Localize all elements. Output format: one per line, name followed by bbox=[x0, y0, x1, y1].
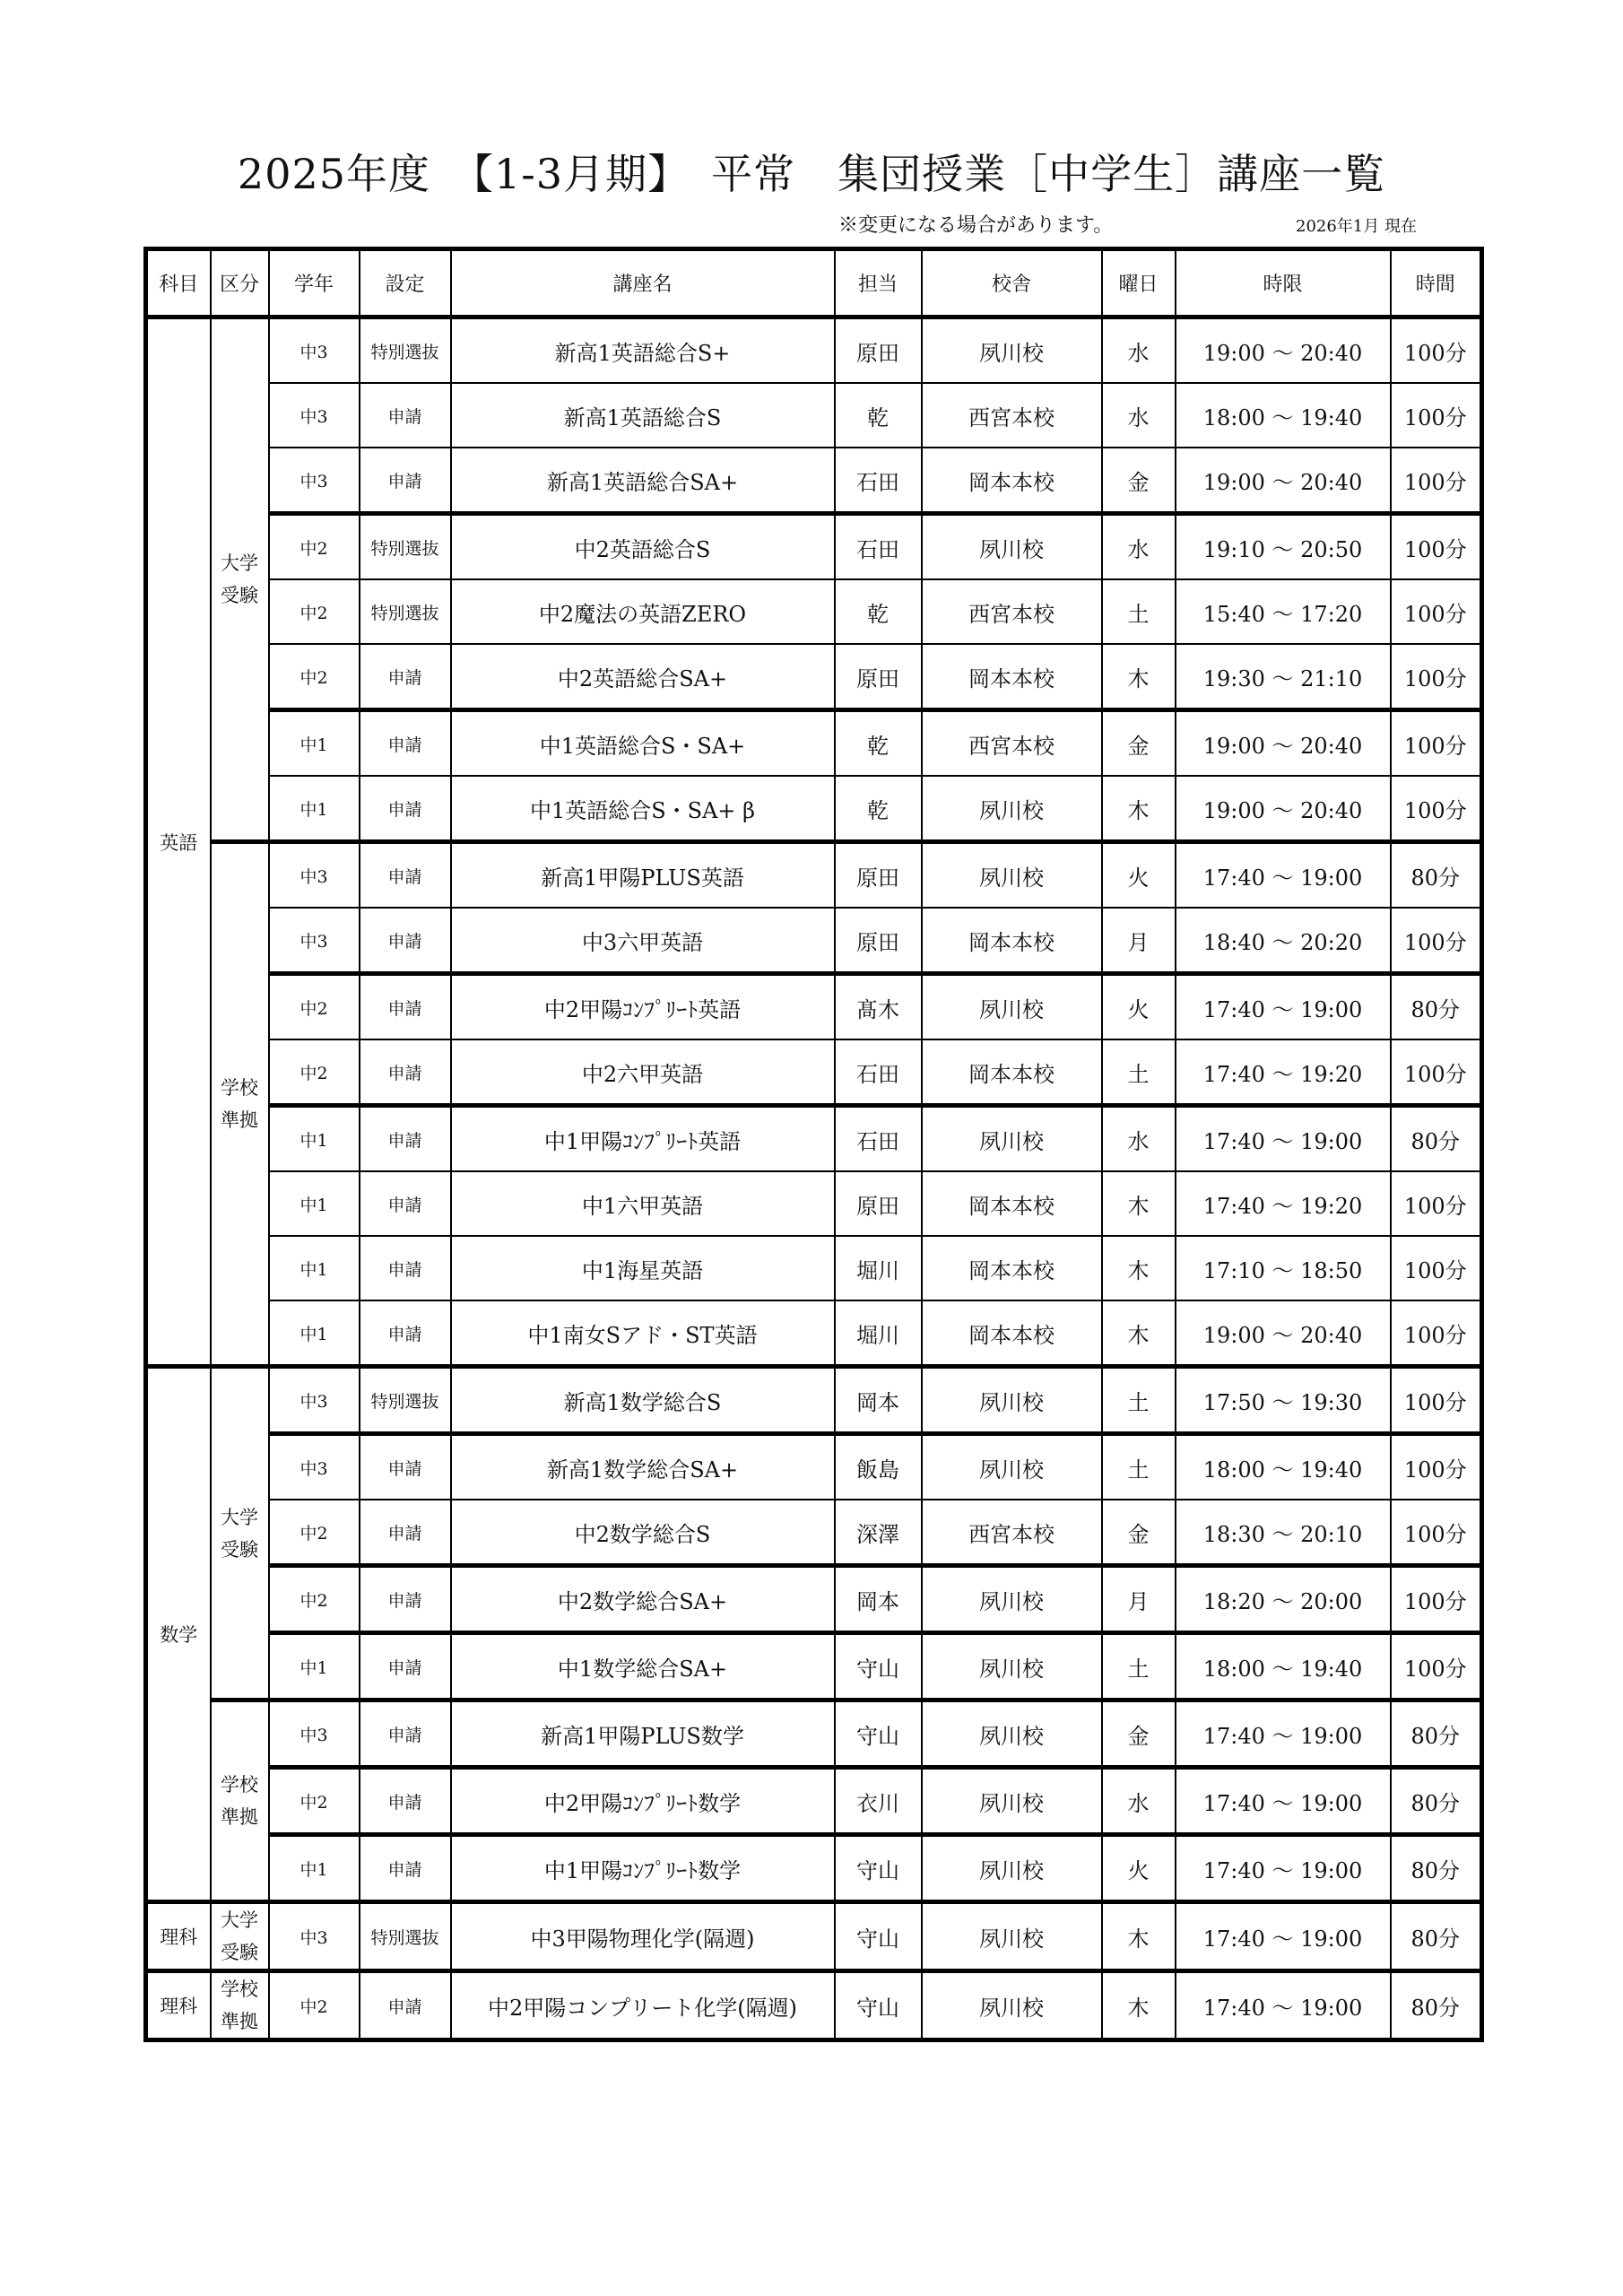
table-row bbox=[146, 1236, 1482, 1300]
course-name: 新高1数学総合S bbox=[451, 1367, 835, 1434]
period-cell: 17:40 ～ 19:20 bbox=[1176, 1171, 1391, 1236]
day-cell: 木 bbox=[1102, 1171, 1176, 1236]
course-table bbox=[143, 247, 1484, 2042]
day-cell: 土 bbox=[1102, 579, 1176, 644]
category-cell bbox=[211, 1902, 269, 1971]
school-cell: 夙川校 bbox=[922, 1700, 1102, 1768]
duration-cell: 100分 bbox=[1391, 710, 1482, 777]
setting-cell: 申請 bbox=[360, 710, 451, 777]
grade-cell: 中3 bbox=[269, 1700, 360, 1768]
setting-cell: 特別選抜 bbox=[360, 1367, 451, 1434]
col-header-setting: 設定 bbox=[360, 249, 451, 317]
period-cell: 15:40 ～ 17:20 bbox=[1176, 579, 1391, 644]
teacher-cell: 飯島 bbox=[835, 1434, 922, 1500]
duration-cell: 100分 bbox=[1391, 644, 1482, 710]
course-name: 中2魔法の英語ZERO bbox=[451, 579, 835, 644]
category-line-2: 受験 bbox=[221, 585, 258, 606]
table-row bbox=[146, 514, 1482, 580]
day-cell: 木 bbox=[1102, 644, 1176, 710]
course-name: 中2数学総合S bbox=[451, 1500, 835, 1566]
school-cell: 西宮本校 bbox=[922, 383, 1102, 448]
grade-cell: 中3 bbox=[269, 1434, 360, 1500]
grade-cell: 中1 bbox=[269, 1106, 360, 1172]
day-cell: 金 bbox=[1102, 1500, 1176, 1566]
duration-cell: 80分 bbox=[1391, 1902, 1482, 1971]
course-name: 中1甲陽ｺﾝﾌﾟﾘｰﾄ数学 bbox=[451, 1835, 835, 1902]
teacher-cell: 原田 bbox=[835, 842, 922, 909]
period-cell: 19:00 ～ 20:40 bbox=[1176, 317, 1391, 384]
period-cell: 17:40 ～ 19:00 bbox=[1176, 1700, 1391, 1768]
school-cell: 西宮本校 bbox=[922, 579, 1102, 644]
setting-cell: 申請 bbox=[360, 1633, 451, 1700]
table-row bbox=[146, 1902, 1482, 1971]
teacher-cell: 乾 bbox=[835, 776, 922, 842]
setting-cell: 特別選抜 bbox=[360, 514, 451, 580]
setting-cell: 申請 bbox=[360, 1768, 451, 1835]
school-cell: 夙川校 bbox=[922, 1971, 1102, 2040]
period-cell: 17:40 ～ 19:00 bbox=[1176, 1106, 1391, 1172]
duration-cell: 80分 bbox=[1391, 1768, 1482, 1835]
school-cell: 夙川校 bbox=[922, 776, 1102, 842]
setting-cell: 申請 bbox=[360, 908, 451, 974]
col-header-teacher: 担当 bbox=[835, 249, 922, 317]
teacher-cell: 石田 bbox=[835, 514, 922, 580]
category-cell bbox=[211, 1971, 269, 2040]
grade-cell: 中1 bbox=[269, 710, 360, 777]
course-name: 中1南女Sアド・ST英語 bbox=[451, 1300, 835, 1367]
category-line-1: 大学 bbox=[221, 1909, 258, 1931]
category-line-1: 学校 bbox=[221, 1774, 258, 1796]
school-cell: 岡本本校 bbox=[922, 908, 1102, 974]
teacher-cell: 堀川 bbox=[835, 1300, 922, 1367]
table-row bbox=[146, 710, 1482, 777]
grade-cell: 中3 bbox=[269, 1902, 360, 1971]
setting-cell: 申請 bbox=[360, 1106, 451, 1172]
setting-cell: 申請 bbox=[360, 1566, 451, 1633]
subject-cell: 理科 bbox=[146, 1971, 211, 2040]
table-row bbox=[146, 1171, 1482, 1236]
school-cell: 岡本本校 bbox=[922, 1039, 1102, 1106]
table-row bbox=[146, 1106, 1482, 1172]
course-name: 新高1英語総合SA+ bbox=[451, 448, 835, 514]
grade-cell: 中1 bbox=[269, 1236, 360, 1300]
day-cell: 火 bbox=[1102, 842, 1176, 909]
duration-cell: 100分 bbox=[1391, 1500, 1482, 1566]
setting-cell: 申請 bbox=[360, 383, 451, 448]
grade-cell: 中3 bbox=[269, 383, 360, 448]
duration-cell: 100分 bbox=[1391, 1236, 1482, 1300]
duration-cell: 100分 bbox=[1391, 776, 1482, 842]
school-cell: 西宮本校 bbox=[922, 710, 1102, 777]
course-name: 新高1英語総合S+ bbox=[451, 317, 835, 384]
period-cell: 19:00 ～ 20:40 bbox=[1176, 776, 1391, 842]
course-name: 新高1英語総合S bbox=[451, 383, 835, 448]
grade-cell: 中2 bbox=[269, 644, 360, 710]
table-row bbox=[146, 1566, 1482, 1633]
day-cell: 金 bbox=[1102, 1700, 1176, 1768]
setting-cell: 申請 bbox=[360, 1700, 451, 1768]
school-cell: 夙川校 bbox=[922, 1835, 1102, 1902]
table-row bbox=[146, 1300, 1482, 1367]
grade-cell: 中2 bbox=[269, 514, 360, 580]
course-name: 中2六甲英語 bbox=[451, 1039, 835, 1106]
setting-cell: 申請 bbox=[360, 1434, 451, 1500]
course-name: 中1六甲英語 bbox=[451, 1171, 835, 1236]
as-of-date: 2026年1月 現在 bbox=[1296, 217, 1417, 236]
day-cell: 火 bbox=[1102, 974, 1176, 1040]
table-row bbox=[146, 842, 1482, 909]
day-cell: 木 bbox=[1102, 1971, 1176, 2040]
day-cell: 木 bbox=[1102, 1300, 1176, 1367]
grade-cell: 中2 bbox=[269, 579, 360, 644]
day-cell: 土 bbox=[1102, 1633, 1176, 1700]
school-cell: 夙川校 bbox=[922, 1367, 1102, 1434]
course-name: 新高1甲陽PLUS英語 bbox=[451, 842, 835, 909]
grade-cell: 中3 bbox=[269, 1367, 360, 1434]
grade-cell: 中3 bbox=[269, 908, 360, 974]
col-header-course: 講座名 bbox=[451, 249, 835, 317]
day-cell: 月 bbox=[1102, 1566, 1176, 1633]
grade-cell: 中2 bbox=[269, 1500, 360, 1566]
period-cell: 18:30 ～ 20:10 bbox=[1176, 1500, 1391, 1566]
table-row bbox=[146, 579, 1482, 644]
day-cell: 水 bbox=[1102, 514, 1176, 580]
period-cell: 19:00 ～ 20:40 bbox=[1176, 1300, 1391, 1367]
school-cell: 夙川校 bbox=[922, 1566, 1102, 1633]
teacher-cell: 衣川 bbox=[835, 1768, 922, 1835]
category-line-1: 大学 bbox=[221, 552, 258, 574]
grade-cell: 中3 bbox=[269, 317, 360, 384]
course-name: 中3甲陽物理化学(隔週) bbox=[451, 1902, 835, 1971]
duration-cell: 100分 bbox=[1391, 383, 1482, 448]
col-header-duration: 時間 bbox=[1391, 249, 1482, 317]
category-line-1: 学校 bbox=[221, 1077, 258, 1099]
grade-cell: 中2 bbox=[269, 1971, 360, 2040]
teacher-cell: 髙木 bbox=[835, 974, 922, 1040]
setting-cell: 特別選抜 bbox=[360, 579, 451, 644]
category-cell bbox=[211, 1367, 269, 1700]
day-cell: 木 bbox=[1102, 1236, 1176, 1300]
duration-cell: 100分 bbox=[1391, 317, 1482, 384]
page-title: 2025年度 【1-3月期】 平常 集団授業［中学生］講座一覧 bbox=[237, 150, 1386, 198]
grade-cell: 中1 bbox=[269, 1835, 360, 1902]
table-row bbox=[146, 776, 1482, 842]
subject-cell: 数学 bbox=[146, 1367, 211, 1902]
setting-cell: 申請 bbox=[360, 974, 451, 1040]
table-row bbox=[146, 1367, 1482, 1434]
course-name: 中1英語総合S・SA+ β bbox=[451, 776, 835, 842]
school-cell: 岡本本校 bbox=[922, 448, 1102, 514]
day-cell: 水 bbox=[1102, 317, 1176, 384]
duration-cell: 80分 bbox=[1391, 842, 1482, 909]
day-cell: 水 bbox=[1102, 383, 1176, 448]
teacher-cell: 石田 bbox=[835, 1039, 922, 1106]
duration-cell: 100分 bbox=[1391, 448, 1482, 514]
course-name: 中1海星英語 bbox=[451, 1236, 835, 1300]
setting-cell: 申請 bbox=[360, 1971, 451, 2040]
duration-cell: 100分 bbox=[1391, 1171, 1482, 1236]
duration-cell: 80分 bbox=[1391, 1971, 1482, 2040]
teacher-cell: 乾 bbox=[835, 383, 922, 448]
period-cell: 18:40 ～ 20:20 bbox=[1176, 908, 1391, 974]
duration-cell: 100分 bbox=[1391, 908, 1482, 974]
course-name: 中2数学総合SA+ bbox=[451, 1566, 835, 1633]
school-cell: 夙川校 bbox=[922, 514, 1102, 580]
period-cell: 17:40 ～ 19:20 bbox=[1176, 1039, 1391, 1106]
setting-cell: 申請 bbox=[360, 1300, 451, 1367]
setting-cell: 申請 bbox=[360, 1039, 451, 1106]
teacher-cell: 乾 bbox=[835, 579, 922, 644]
table-row bbox=[146, 317, 1482, 384]
category-cell bbox=[211, 842, 269, 1367]
change-notice: ※変更になる場合があります。 bbox=[838, 214, 1114, 237]
day-cell: 土 bbox=[1102, 1434, 1176, 1500]
school-cell: 夙川校 bbox=[922, 1434, 1102, 1500]
header-row bbox=[146, 249, 1482, 317]
col-header-category: 区分 bbox=[211, 249, 269, 317]
school-cell: 夙川校 bbox=[922, 1633, 1102, 1700]
grade-cell: 中1 bbox=[269, 776, 360, 842]
setting-cell: 申請 bbox=[360, 448, 451, 514]
period-cell: 19:00 ～ 20:40 bbox=[1176, 448, 1391, 514]
teacher-cell: 原田 bbox=[835, 908, 922, 974]
table-row bbox=[146, 1633, 1482, 1700]
col-header-period: 時限 bbox=[1176, 249, 1391, 317]
teacher-cell: 岡本 bbox=[835, 1566, 922, 1633]
day-cell: 月 bbox=[1102, 908, 1176, 974]
category-line-1: 大学 bbox=[221, 1506, 258, 1528]
teacher-cell: 乾 bbox=[835, 710, 922, 777]
duration-cell: 80分 bbox=[1391, 1835, 1482, 1902]
col-header-grade: 学年 bbox=[269, 249, 360, 317]
table-row bbox=[146, 1768, 1482, 1835]
category-line-2: 受験 bbox=[221, 1538, 258, 1561]
teacher-cell: 守山 bbox=[835, 1835, 922, 1902]
course-name: 中2甲陽ｺﾝﾌﾟﾘｰﾄ英語 bbox=[451, 974, 835, 1040]
table-row bbox=[146, 448, 1482, 514]
day-cell: 土 bbox=[1102, 1367, 1176, 1434]
category-line-2: 準拠 bbox=[221, 1806, 258, 1828]
grade-cell: 中2 bbox=[269, 1768, 360, 1835]
period-cell: 17:40 ～ 19:00 bbox=[1176, 842, 1391, 909]
day-cell: 水 bbox=[1102, 1106, 1176, 1172]
setting-cell: 申請 bbox=[360, 644, 451, 710]
setting-cell: 申請 bbox=[360, 1171, 451, 1236]
period-cell: 19:00 ～ 20:40 bbox=[1176, 710, 1391, 777]
grade-cell: 中2 bbox=[269, 974, 360, 1040]
table-row bbox=[146, 383, 1482, 448]
table-row bbox=[146, 1434, 1482, 1500]
setting-cell: 申請 bbox=[360, 1835, 451, 1902]
setting-cell: 申請 bbox=[360, 1500, 451, 1566]
grade-cell: 中1 bbox=[269, 1171, 360, 1236]
period-cell: 17:40 ～ 19:00 bbox=[1176, 1971, 1391, 2040]
subject-cell: 英語 bbox=[146, 317, 211, 1367]
table-row bbox=[146, 1835, 1482, 1902]
period-cell: 17:40 ～ 19:00 bbox=[1176, 1902, 1391, 1971]
course-name: 新高1数学総合SA+ bbox=[451, 1434, 835, 1500]
duration-cell: 80分 bbox=[1391, 1106, 1482, 1172]
teacher-cell: 守山 bbox=[835, 1700, 922, 1768]
subject-cell: 理科 bbox=[146, 1902, 211, 1971]
school-cell: 岡本本校 bbox=[922, 1171, 1102, 1236]
duration-cell: 80分 bbox=[1391, 1700, 1482, 1768]
teacher-cell: 原田 bbox=[835, 1171, 922, 1236]
duration-cell: 100分 bbox=[1391, 514, 1482, 580]
school-cell: 夙川校 bbox=[922, 1902, 1102, 1971]
col-header-day: 曜日 bbox=[1102, 249, 1176, 317]
teacher-cell: 石田 bbox=[835, 448, 922, 514]
duration-cell: 100分 bbox=[1391, 1367, 1482, 1434]
day-cell: 金 bbox=[1102, 710, 1176, 777]
category-cell bbox=[211, 317, 269, 842]
teacher-cell: 堀川 bbox=[835, 1236, 922, 1300]
period-cell: 17:40 ～ 19:00 bbox=[1176, 1768, 1391, 1835]
period-cell: 18:20 ～ 20:00 bbox=[1176, 1566, 1391, 1633]
duration-cell: 100分 bbox=[1391, 1566, 1482, 1633]
period-cell: 17:10 ～ 18:50 bbox=[1176, 1236, 1391, 1300]
grade-cell: 中2 bbox=[269, 1039, 360, 1106]
category-line-2: 準拠 bbox=[221, 2011, 258, 2032]
course-name: 中2英語総合SA+ bbox=[451, 644, 835, 710]
table-row bbox=[146, 1500, 1482, 1566]
period-cell: 18:00 ～ 19:40 bbox=[1176, 1633, 1391, 1700]
grade-cell: 中1 bbox=[269, 1633, 360, 1700]
period-cell: 18:00 ～ 19:40 bbox=[1176, 383, 1391, 448]
grade-cell: 中2 bbox=[269, 1566, 360, 1633]
duration-cell: 80分 bbox=[1391, 974, 1482, 1040]
category-line-2: 準拠 bbox=[221, 1109, 258, 1131]
table-row bbox=[146, 644, 1482, 710]
category-cell bbox=[211, 1700, 269, 1902]
course-name: 中1数学総合SA+ bbox=[451, 1633, 835, 1700]
day-cell: 土 bbox=[1102, 1039, 1176, 1106]
school-cell: 岡本本校 bbox=[922, 1300, 1102, 1367]
period-cell: 19:10 ～ 20:50 bbox=[1176, 514, 1391, 580]
table-row bbox=[146, 908, 1482, 974]
course-name: 中3六甲英語 bbox=[451, 908, 835, 974]
school-cell: 夙川校 bbox=[922, 842, 1102, 909]
table-row bbox=[146, 1039, 1482, 1106]
course-name: 中2甲陽ｺﾝﾌﾟﾘｰﾄ数学 bbox=[451, 1768, 835, 1835]
period-cell: 18:00 ～ 19:40 bbox=[1176, 1434, 1391, 1500]
teacher-cell: 深澤 bbox=[835, 1500, 922, 1566]
category-line-2: 受験 bbox=[221, 1942, 258, 1963]
school-cell: 夙川校 bbox=[922, 1106, 1102, 1172]
setting-cell: 特別選抜 bbox=[360, 1902, 451, 1971]
duration-cell: 100分 bbox=[1391, 579, 1482, 644]
teacher-cell: 石田 bbox=[835, 1106, 922, 1172]
school-cell: 岡本本校 bbox=[922, 644, 1102, 710]
course-name: 中1甲陽ｺﾝﾌﾟﾘｰﾄ英語 bbox=[451, 1106, 835, 1172]
teacher-cell: 守山 bbox=[835, 1902, 922, 1971]
teacher-cell: 守山 bbox=[835, 1633, 922, 1700]
col-header-school: 校舎 bbox=[922, 249, 1102, 317]
day-cell: 木 bbox=[1102, 1902, 1176, 1971]
teacher-cell: 原田 bbox=[835, 317, 922, 384]
teacher-cell: 原田 bbox=[835, 644, 922, 710]
day-cell: 水 bbox=[1102, 1768, 1176, 1835]
school-cell: 夙川校 bbox=[922, 1768, 1102, 1835]
teacher-cell: 守山 bbox=[835, 1971, 922, 2040]
school-cell: 岡本本校 bbox=[922, 1236, 1102, 1300]
table-row bbox=[146, 1971, 1482, 2040]
course-name: 中2英語総合S bbox=[451, 514, 835, 580]
grade-cell: 中3 bbox=[269, 842, 360, 909]
day-cell: 木 bbox=[1102, 776, 1176, 842]
teacher-cell: 岡本 bbox=[835, 1367, 922, 1434]
duration-cell: 100分 bbox=[1391, 1039, 1482, 1106]
school-cell: 夙川校 bbox=[922, 974, 1102, 1040]
setting-cell: 申請 bbox=[360, 776, 451, 842]
category-line-1: 学校 bbox=[221, 1979, 258, 2000]
duration-cell: 100分 bbox=[1391, 1633, 1482, 1700]
duration-cell: 100分 bbox=[1391, 1300, 1482, 1367]
grade-cell: 中3 bbox=[269, 448, 360, 514]
col-header-subject: 科目 bbox=[146, 249, 211, 317]
table-row bbox=[146, 974, 1482, 1040]
day-cell: 金 bbox=[1102, 448, 1176, 514]
period-cell: 19:30 ～ 21:10 bbox=[1176, 644, 1391, 710]
grade-cell: 中1 bbox=[269, 1300, 360, 1367]
setting-cell: 申請 bbox=[360, 1236, 451, 1300]
course-name: 中2甲陽コンプリート化学(隔週) bbox=[451, 1971, 835, 2040]
setting-cell: 特別選抜 bbox=[360, 317, 451, 384]
school-cell: 西宮本校 bbox=[922, 1500, 1102, 1566]
course-name: 中1英語総合S・SA+ bbox=[451, 710, 835, 777]
setting-cell: 申請 bbox=[360, 842, 451, 909]
duration-cell: 100分 bbox=[1391, 1434, 1482, 1500]
period-cell: 17:40 ～ 19:00 bbox=[1176, 1835, 1391, 1902]
day-cell: 火 bbox=[1102, 1835, 1176, 1902]
period-cell: 17:40 ～ 19:00 bbox=[1176, 974, 1391, 1040]
period-cell: 17:50 ～ 19:30 bbox=[1176, 1367, 1391, 1434]
table-row bbox=[146, 1700, 1482, 1768]
course-name: 新高1甲陽PLUS数学 bbox=[451, 1700, 835, 1768]
school-cell: 夙川校 bbox=[922, 317, 1102, 384]
